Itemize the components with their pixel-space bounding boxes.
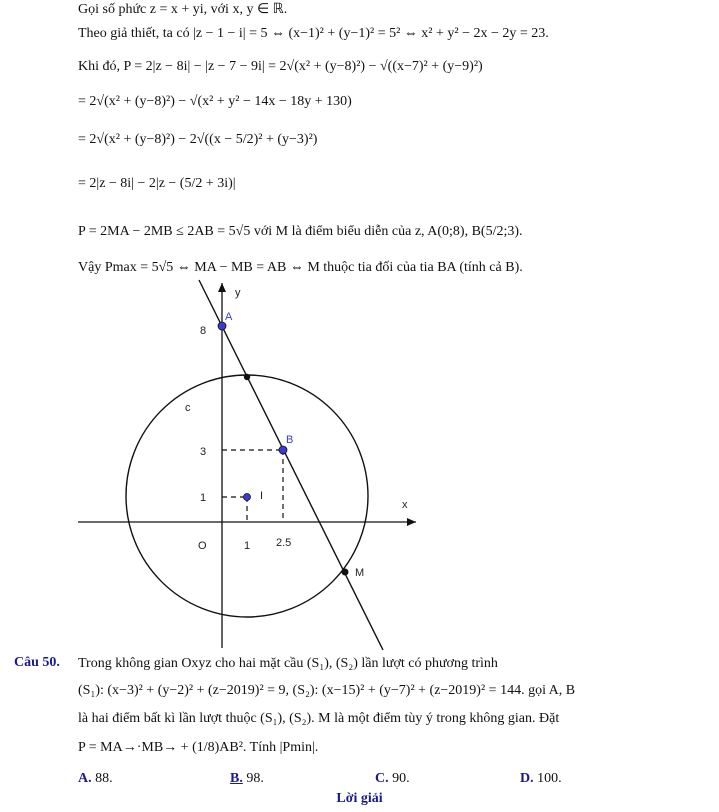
choice-c[interactable] [375,771,410,787]
solution-line-1: Gọi số phức z = x + yi, với x, y ∈ ℝ. [78,2,288,17]
choice-b[interactable] [230,771,264,787]
label-y-axis: y [235,287,241,299]
question-line-2: (S₁): (x−3)² + (y−2)² + (z−2019)² = 9, (S₂): (x−15)² + (y−7)² + (z−2019)² = 144. gọi A, B [78,683,576,698]
label-origin: O [198,540,207,552]
solution-line-6: = 2|z − 8i| − 2|z − (5/2 + 3i)| [78,176,236,191]
question-line-4: P = MA→·MB→ + (1/8)AB². Tính |Pmin|. [78,740,319,755]
label-point-I: I [260,490,264,502]
question-number: Câu 50. [14,655,60,670]
x-axis-arrow [407,518,416,526]
choice-c-label: C. [375,771,389,786]
y-axis-arrow [218,283,226,292]
point-B [279,446,287,454]
choice-a-value: 88. [95,771,113,786]
choice-d[interactable] [520,771,562,787]
solution-line-7: P = 2MA − 2MB ≤ 2AB = 5√5 với M là điểm biểu diễn của z, A(0;8), B(5/2;3). [78,224,523,239]
point-A [218,322,226,330]
tick-label-y3: 3 [200,446,207,458]
label-point-A: A [225,311,233,323]
point-I [244,494,251,501]
solution-line-3: Khi đó, P = 2|z − 8i| − |z − 7 − 9i| = 2√(x² + (y−8)²) − √((x−7)² + (y−9)²) [78,59,483,74]
choice-b-label: B. [230,771,243,786]
point-M [342,569,349,576]
tick-label-x1: 1 [244,540,251,552]
label-circle-c: c [185,402,191,414]
label-point-B: B [286,434,294,446]
point-top-intersection [244,374,250,380]
tick-label-x25: 2.5 [276,537,292,549]
solution-line-4: = 2√(x² + (y−8)²) − √(x² + y² − 14x − 18y + 130) [78,94,352,109]
choice-a-label: A. [78,771,92,786]
tick-label-y1: 1 [200,492,207,504]
choice-c-value: 90. [392,771,410,786]
label-point-M: M [355,567,365,579]
solution-line-5: = 2√(x² + (y−8)²) − 2√((x − 5/2)² + (y−3)²) [78,132,318,147]
solution-line-2: Theo giả thiết, ta có |z − 1 − i| = 5 ⇔ (x−1)² + (y−1)² = 5² ⇔ x² + y² − 2x − 2y = 23. [78,26,549,41]
tick-label-y8: 8 [200,325,207,337]
line-AB [199,280,383,650]
choice-a[interactable] [78,771,113,787]
label-x-axis: x [402,499,408,511]
question-line-1: Trong không gian Oxyz cho hai mặt cầu (S₁), (S₂) lần lượt có phương trình [78,656,498,671]
solution-line-8: Vậy Pmax = 5√5 ⇔ MA − MB = AB ⇔ M thuộc tia đối của tia BA (tính cả B). [78,260,523,275]
solution-heading: Lời giải [336,791,383,806]
choice-b-value: 98. [246,771,264,786]
question-line-3: là hai điểm bất kì lần lượt thuộc (S₁), (S₂). M là một điểm tùy ý trong không gian. Đặt [78,711,560,726]
choice-d-label: D. [520,771,534,786]
choice-d-value: 100. [537,771,562,786]
